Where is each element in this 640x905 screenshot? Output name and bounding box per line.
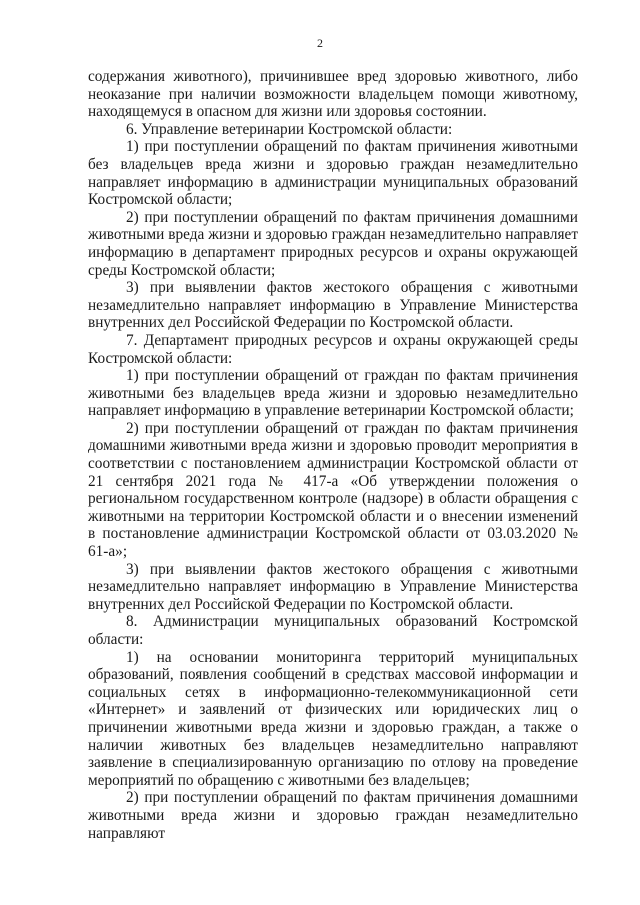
paragraph-section-7: 7. Департамент природных ресурсов и охраны окружающей среды Костромской области:	[88, 331, 578, 367]
paragraph-7-2: 2) при поступлении обращений от граждан по фактам причинения домашними животными вреда жизни и здоровью проводит мероприятия в соответствии с постановлением администрации Костромской области от 21 сентября 2021 года № 417-а «Об утверждении положения о региональном государственном контроле (надзоре) в области обращения с животными на территории Костромской области и о внесении изменений в постановление администрации Костромской области от 03.03.2020 № 61-а»;	[88, 419, 578, 561]
paragraph-section-8: 8. Администрации муниципальных образований Костромской области:	[88, 613, 578, 648]
paragraph-1: содержания животного), причинившее вред здоровью животного, либо неоказание при наличии возможности владельцем помощи животному, находящемуся в опасном для жизни или здоровья состоянии.	[88, 68, 578, 121]
paragraph-6-3: 3) при выявлении фактов жестокого обращения с животными незамедлительно направляет информацию в Управление Министерства внутренних дел Российской Федерации по Костромской области.	[88, 279, 578, 332]
paragraph-section-6: 6. Управление ветеринарии Костромской области:	[126, 120, 453, 138]
page-number: 2	[317, 36, 323, 50]
paragraph-7-1: 1) при поступлении обращений от граждан по фактам причинения животными без владельцев вреда жизни и здоровью незамедлительно направляет информацию в управление ветеринарии Костромской области;	[88, 367, 578, 420]
document-body	[88, 68, 578, 842]
paragraph-6-1: 1) при поступлении обращений по фактам причинения животными без владельцев вреда жизни и здоровью граждан незамедлительно направляет информацию в администрации муниципальных образований Костромской области;	[88, 138, 578, 209]
paragraph-7-3: 3) при выявлении фактов жестокого обращения с животными незамедлительно направляет информацию в Управление Министерства внутренних дел Российской Федерации по Костромской области.	[88, 560, 578, 613]
paragraph-6-2: 2) при поступлении обращений по фактам причинения домашними животными вреда жизни и здоровью граждан незамедлительно направляет информацию в департамент природных ресурсов и охраны окружающей среды Костромской области;	[88, 208, 578, 279]
paragraph-8-1: 1) на основании мониторинга территорий муниципальных образований, появления сообщений в средствах массовой информации и социальных сетях в информационно-телекоммуникационной сети «Интернет» и заявлений от физических или юридических лиц о причинении животными вреда жизни и здоровью граждан, а также о наличии животных без владельцев незамедлительно направляют заявление в специализированную организацию по отлову на проведение мероприятий по обращению с животными без владельцев;	[88, 648, 578, 789]
paragraph-8-2: 2) при поступлении обращений по фактам причинения домашними животными вреда жизни и здоровью граждан незамедлительно направляют	[88, 789, 578, 842]
